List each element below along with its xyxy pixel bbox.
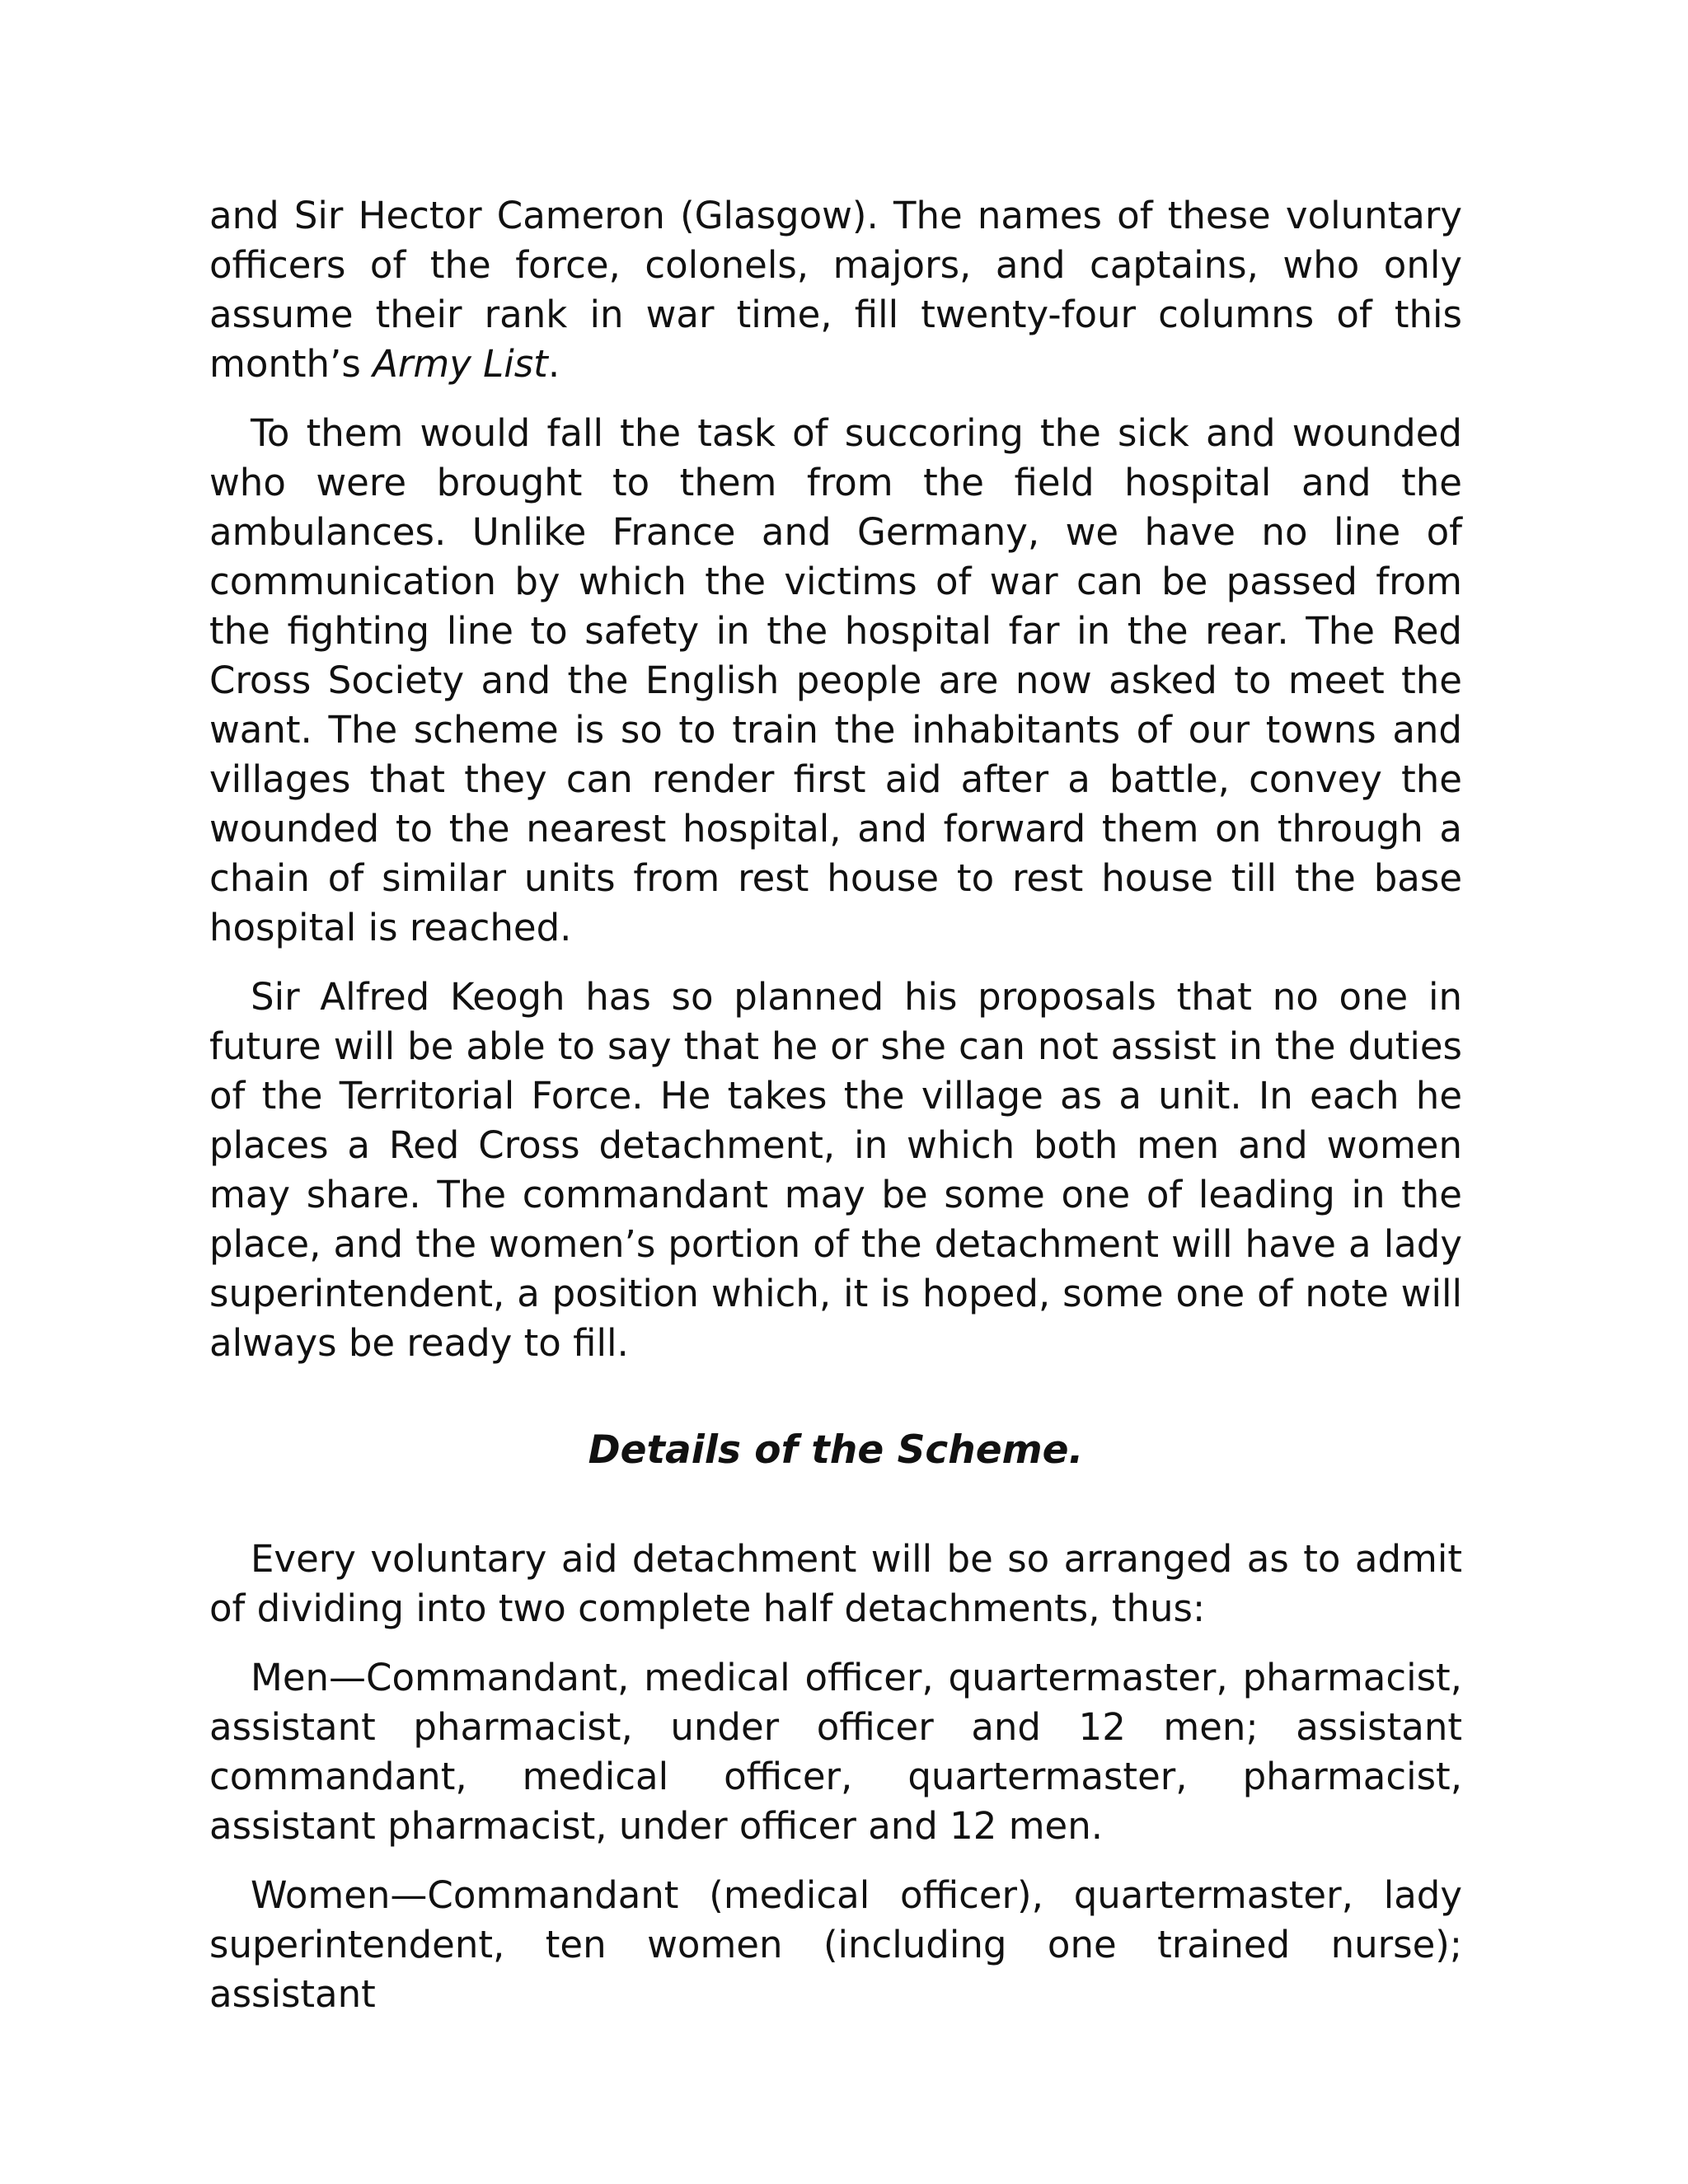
paragraph-army-list <box>209 191 1462 389</box>
paragraph-army-list-text: and Sir Hector Cameron (Glasgow). The names of these voluntary officers of the force, colonels, majors, and captains, who only assume their rank in war time, fill twenty-four columns of this month’s <box>209 194 1462 386</box>
paragraph-succoring: To them would fall the task of succoring the sick and wounded who were brought to them from the field hospital and the ambulances. Unlike France and Germany, we have no line of communication by which the victims of war can be passed from the fighting line to safety in the hospital far in the rear. The Red Cross Society and the English people are now asked to meet the want. The scheme is so to train the inhabitants of our towns and villages that they can render first aid after a battle, convey the wounded to the nearest hospital, and forward them on through a chain of similar units from rest house to rest house till the base hospital is reached. <box>209 411 1462 949</box>
document-page <box>209 191 1462 2039</box>
paragraph-keogh-proposals: Sir Alfred Keogh has so planned his proposals that no one in future will be able to say that he or she can not assist in the duties of the Territorial Force. He takes the village as a unit. In each he places a Red Cross detachment, in which both men and women may share. The commandant may be some one of leading in the place, and the women’s portion of the detachment will have a lady superintendent, a position which, it is hoped, some one of note will always be ready to fill. <box>209 975 1462 1365</box>
paragraph-army-list-end: . <box>547 342 560 386</box>
army-list-title: Army List <box>373 342 548 386</box>
paragraph-men: Men—Commandant, medical officer, quartermaster, pharmacist, assistant pharmacist, under officer and 12 men; assistant commandant, medical officer, quartermaster, pharmacist, assistant pharmacist, under officer and 12 men. <box>209 1656 1462 1848</box>
paragraph-detachment-arrangement: Every voluntary aid detachment will be so arranged as to admit of dividing into two complete half detachments, thus: <box>209 1537 1462 1630</box>
section-heading: Details of the Scheme. <box>588 1427 1084 1473</box>
paragraph-women: Women—Commandant (medical officer), quartermaster, lady superintendent, ten women (including one trained nurse); assistant <box>209 1873 1462 2016</box>
